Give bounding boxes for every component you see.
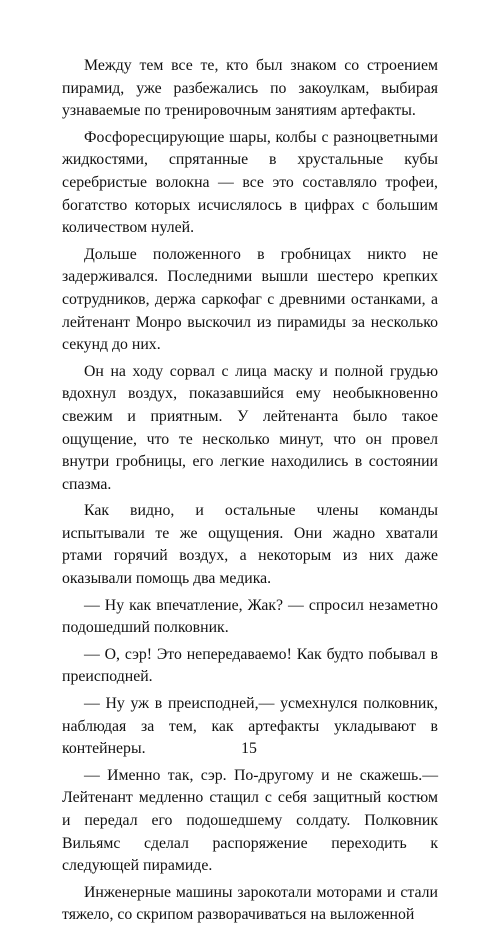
paragraph: — Именно так, сэр. По-другому и не скажешь.— Лейтенант медленно стащил с себя защитный костюм и передал его подошедшему солдату. Полковник Вильямс сделал распоряжение переходить к следующей пирамиде.	[62, 766, 438, 875]
paragraph: Он на ходу сорвал с лица маску и полной грудью вдохнул воздух, показавшийся ему необыкновенно свежим и приятным. У лейтенанта было такое ощущение, что те несколько минут, что он провел внутри гробницы, его легкие находились в состоянии спазма.	[62, 362, 438, 493]
paragraph: Фосфоресцирующие шары, колбы с разноцветными жидкостями, спрятанные в хрустальные кубы серебристые волокна — все это составляло трофеи, богатство которых исчислялось в цифрах с большим количеством нулей.	[62, 128, 438, 237]
page-number: 15	[241, 740, 257, 757]
paragraph: — О, сэр! Это непередаваемо! Как будто побывал в преисподней.	[62, 645, 438, 686]
paragraph: Как видно, и остальные члены команды испытывали те же ощущения. Они жадно хватали ртами горячий воздух, а некоторым из них даже оказывали помощь два медика.	[62, 502, 438, 588]
paragraph: Между тем все те, кто был знаком со строением пирамид, уже разбежались по закоулкам, выбирая узнаваемые по тренировочным занятиям артефакты.	[62, 57, 438, 120]
paragraph: Инженерные машины зарокотали моторами и стали тяжело, со скрипом разворачиваться на выложенной	[62, 883, 438, 924]
paragraph: — Ну уж в преисподней,— усмехнулся полковник, наблюдая за тем, как артефакты укладывают в контейнеры.	[62, 695, 438, 758]
paragraph: Дольше положенного в гробницах никто не задерживался. Последними вышли шестеро крепких сотрудников, держа саркофаг с древними останками, а лейтенант Монро выскочил из пирамиды за несколько секунд до них.	[62, 245, 438, 354]
paragraph: — Ну как впечатление, Жак? — спросил незаметно подошедший полковник.	[62, 596, 438, 637]
